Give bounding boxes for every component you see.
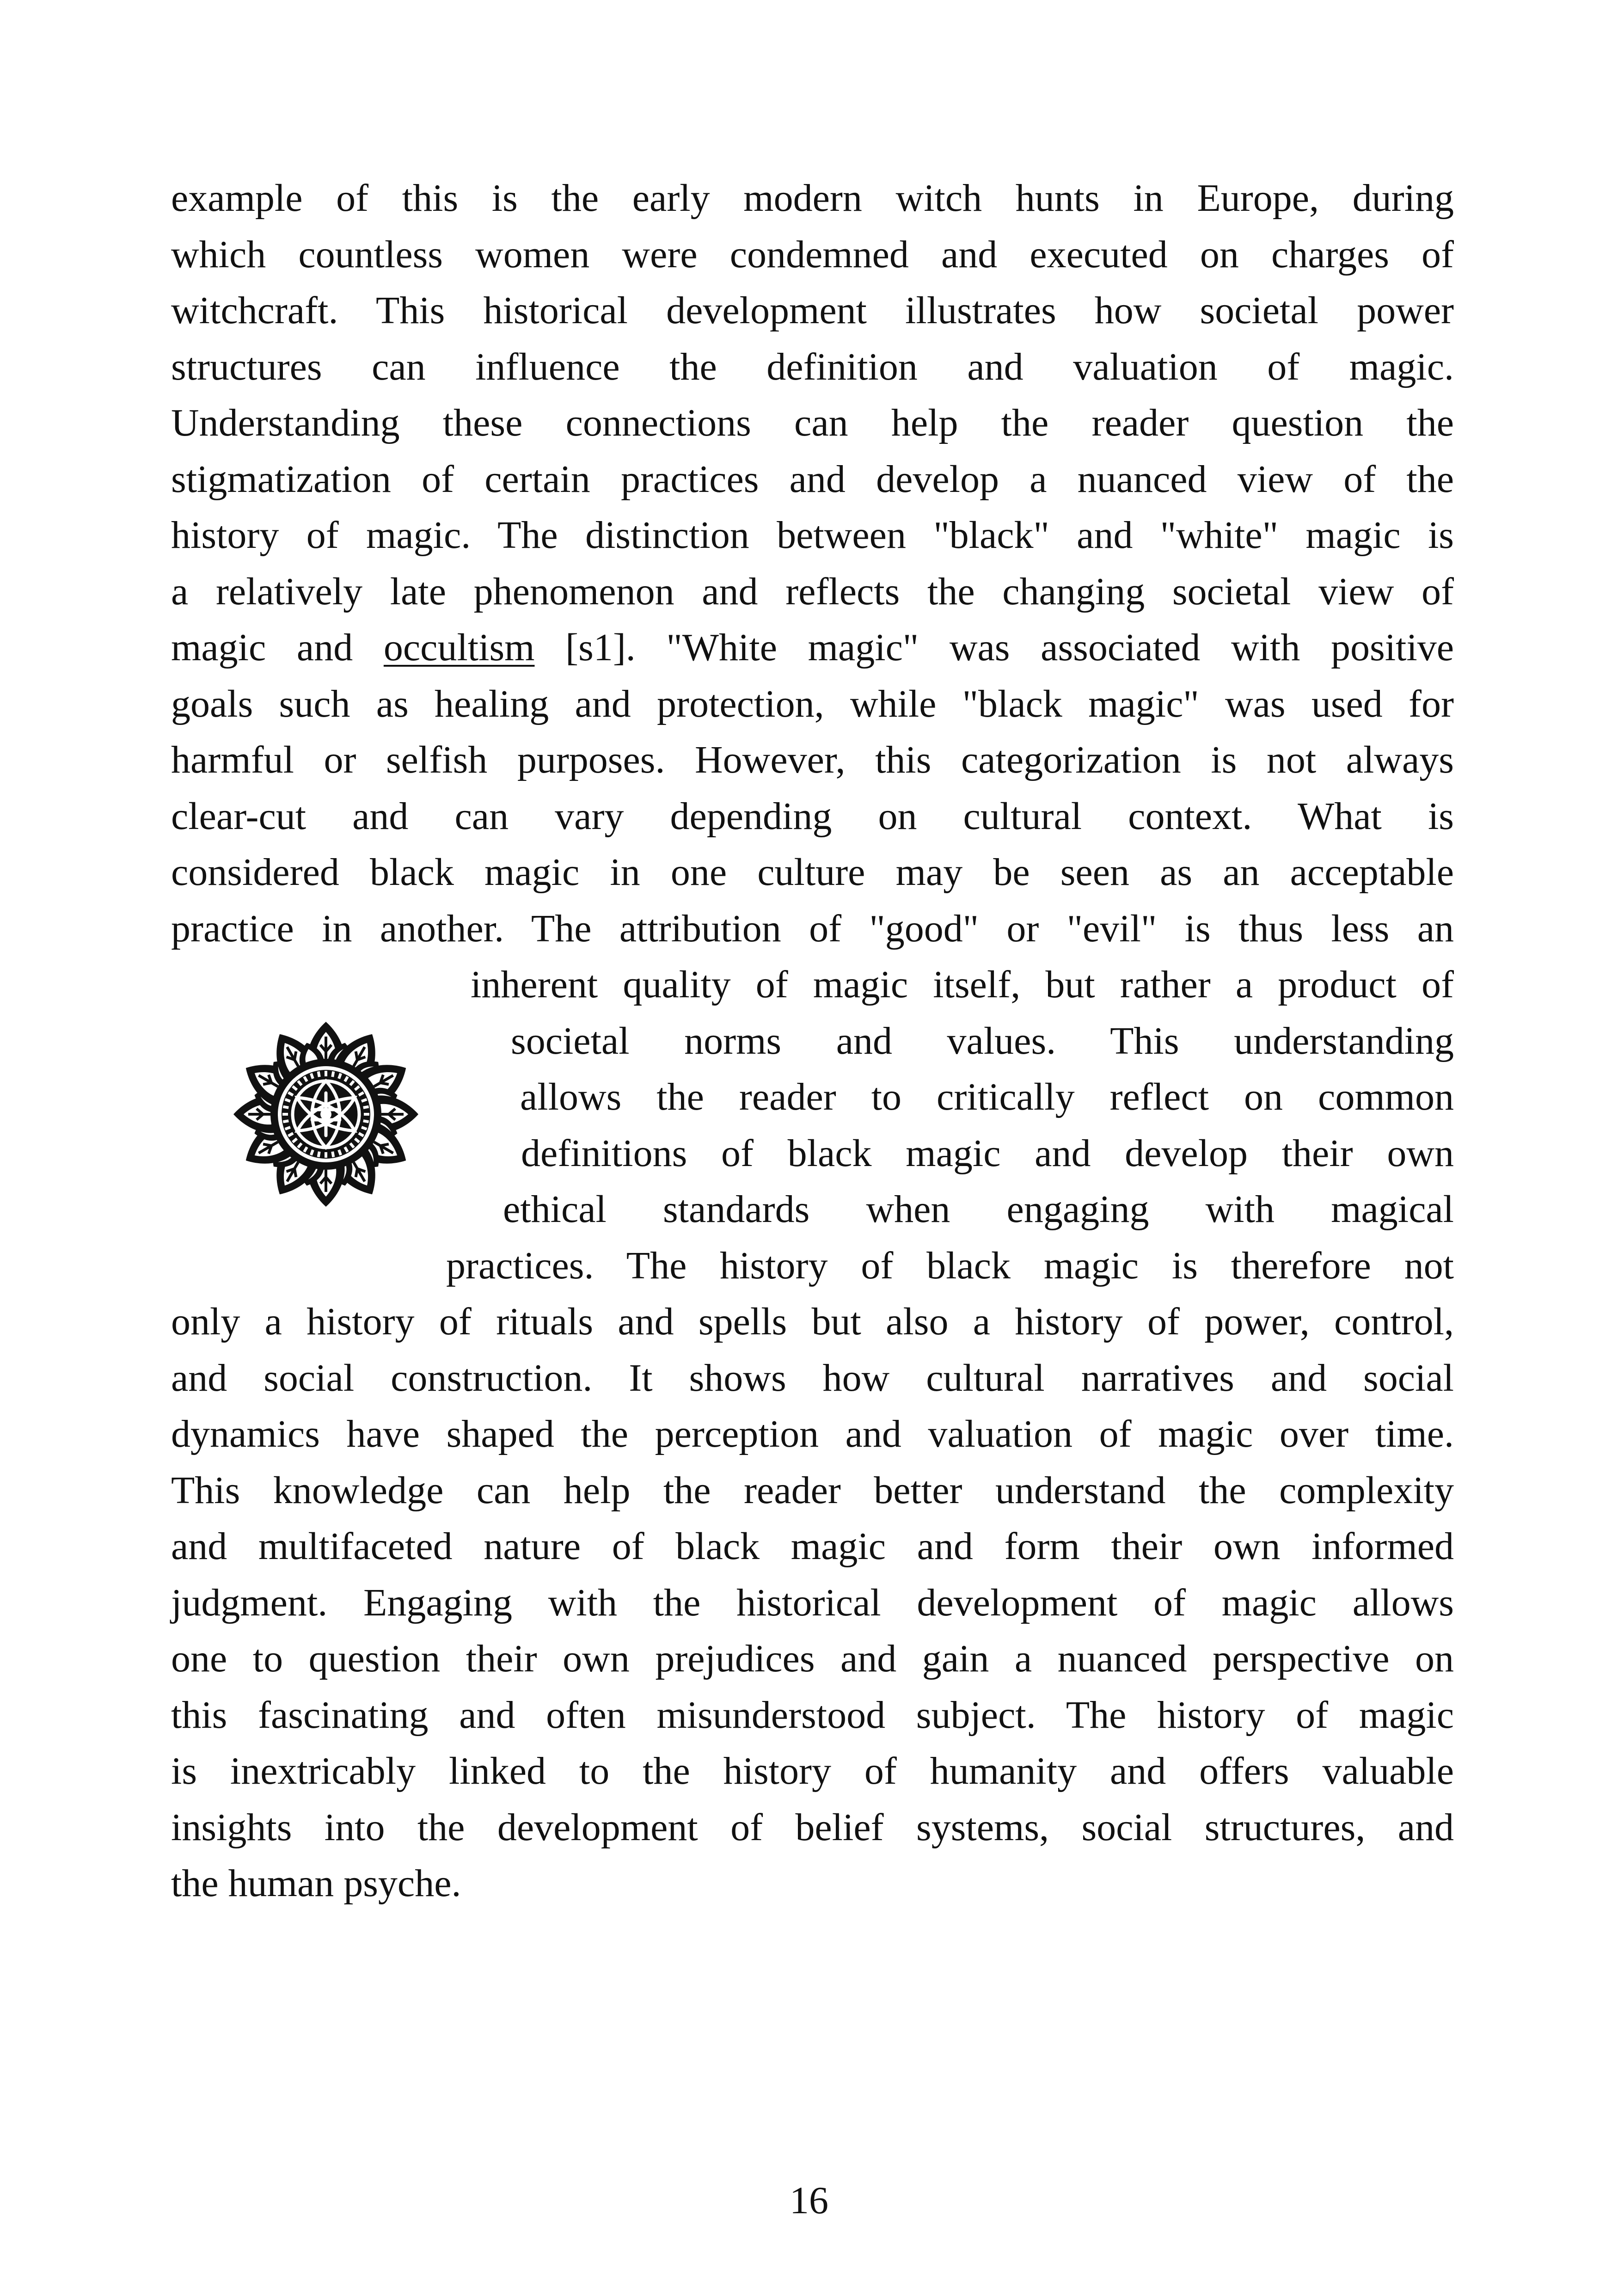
text-line: This knowledge can help the reader better understand the complexity	[171, 1468, 1454, 1512]
text-line: and social construction. It shows how cultural narratives and social	[171, 1356, 1454, 1400]
text-line: inherent quality of magic itself, but rather a product of	[471, 963, 1454, 1006]
text-line: and multifaceted nature of black magic and form their own informed	[171, 1525, 1454, 1568]
text-segment: [s1]. "White magic" was associated with positive	[534, 626, 1454, 669]
page-number: 16	[790, 2179, 828, 2222]
text-line: allows the reader to critically reflect on common	[520, 1075, 1454, 1118]
text-line: which countless women were condemned and executed on charges of	[171, 233, 1454, 276]
ornament-tick	[325, 1152, 327, 1158]
text-line: history of magic. The distinction between "black" and "white" magic is	[171, 514, 1454, 557]
ornament-center	[320, 1109, 331, 1120]
text-line: one to question their own prejudices and gain a nuanced perspective on	[171, 1637, 1454, 1680]
occultism-link[interactable]: occultism	[383, 626, 535, 669]
ornament-tick	[325, 1071, 327, 1076]
text-line	[171, 620, 1454, 676]
text-line: only a history of rituals and spells but also a history of power, control,	[171, 1300, 1454, 1343]
text-line: judgment. Engaging with the historical development of magic allows	[171, 1581, 1454, 1624]
text-line: clear-cut and can vary depending on cultural context. What is	[171, 794, 1454, 838]
text-line: practice in another. The attribution of "good" or "evil" is thus less an	[171, 907, 1454, 950]
text-segment: magic and	[171, 626, 384, 669]
text-line: ethical standards when engaging with magical	[503, 1188, 1454, 1231]
text-line: societal norms and values. This understanding	[511, 1019, 1454, 1062]
text-line: harmful or selfish purposes. However, this categorization is not always	[171, 738, 1454, 781]
text-line: insights into the development of belief systems, social structures, and	[171, 1805, 1454, 1849]
ornament-tick	[282, 1113, 288, 1116]
ornament-tick	[364, 1113, 369, 1116]
text-line: dynamics have shaped the perception and valuation of magic over time.	[171, 1412, 1454, 1455]
text-line: stigmatization of certain practices and develop a nuanced view of the	[171, 457, 1454, 501]
text-line: Understanding these connections can help the reader question the	[171, 401, 1454, 444]
mandala-ornament-icon	[229, 1017, 423, 1211]
text-line: a relatively late phenomenon and reflects the changing societal view of	[171, 570, 1454, 613]
text-line: is inextricably linked to the history of humanity and offers valuable	[171, 1750, 1454, 1793]
text-line: the human psyche.	[171, 1862, 461, 1905]
text-line: goals such as healing and protection, while "black magic" was used for	[171, 682, 1454, 725]
text-line: structures can influence the definition and valuation of magic.	[171, 345, 1454, 388]
text-line: this fascinating and often misunderstood subject. The history of magic	[171, 1693, 1454, 1737]
text-line: definitions of black magic and develop their own	[521, 1131, 1454, 1175]
text-line: considered black magic in one culture may be seen as an acceptable	[171, 851, 1454, 894]
text-line: witchcraft. This historical development illustrates how societal power	[171, 289, 1454, 332]
text-line: practices. The history of black magic is therefore not	[446, 1244, 1454, 1287]
text-line: example of this is the early modern witch hunts in Europe, during	[171, 177, 1454, 220]
